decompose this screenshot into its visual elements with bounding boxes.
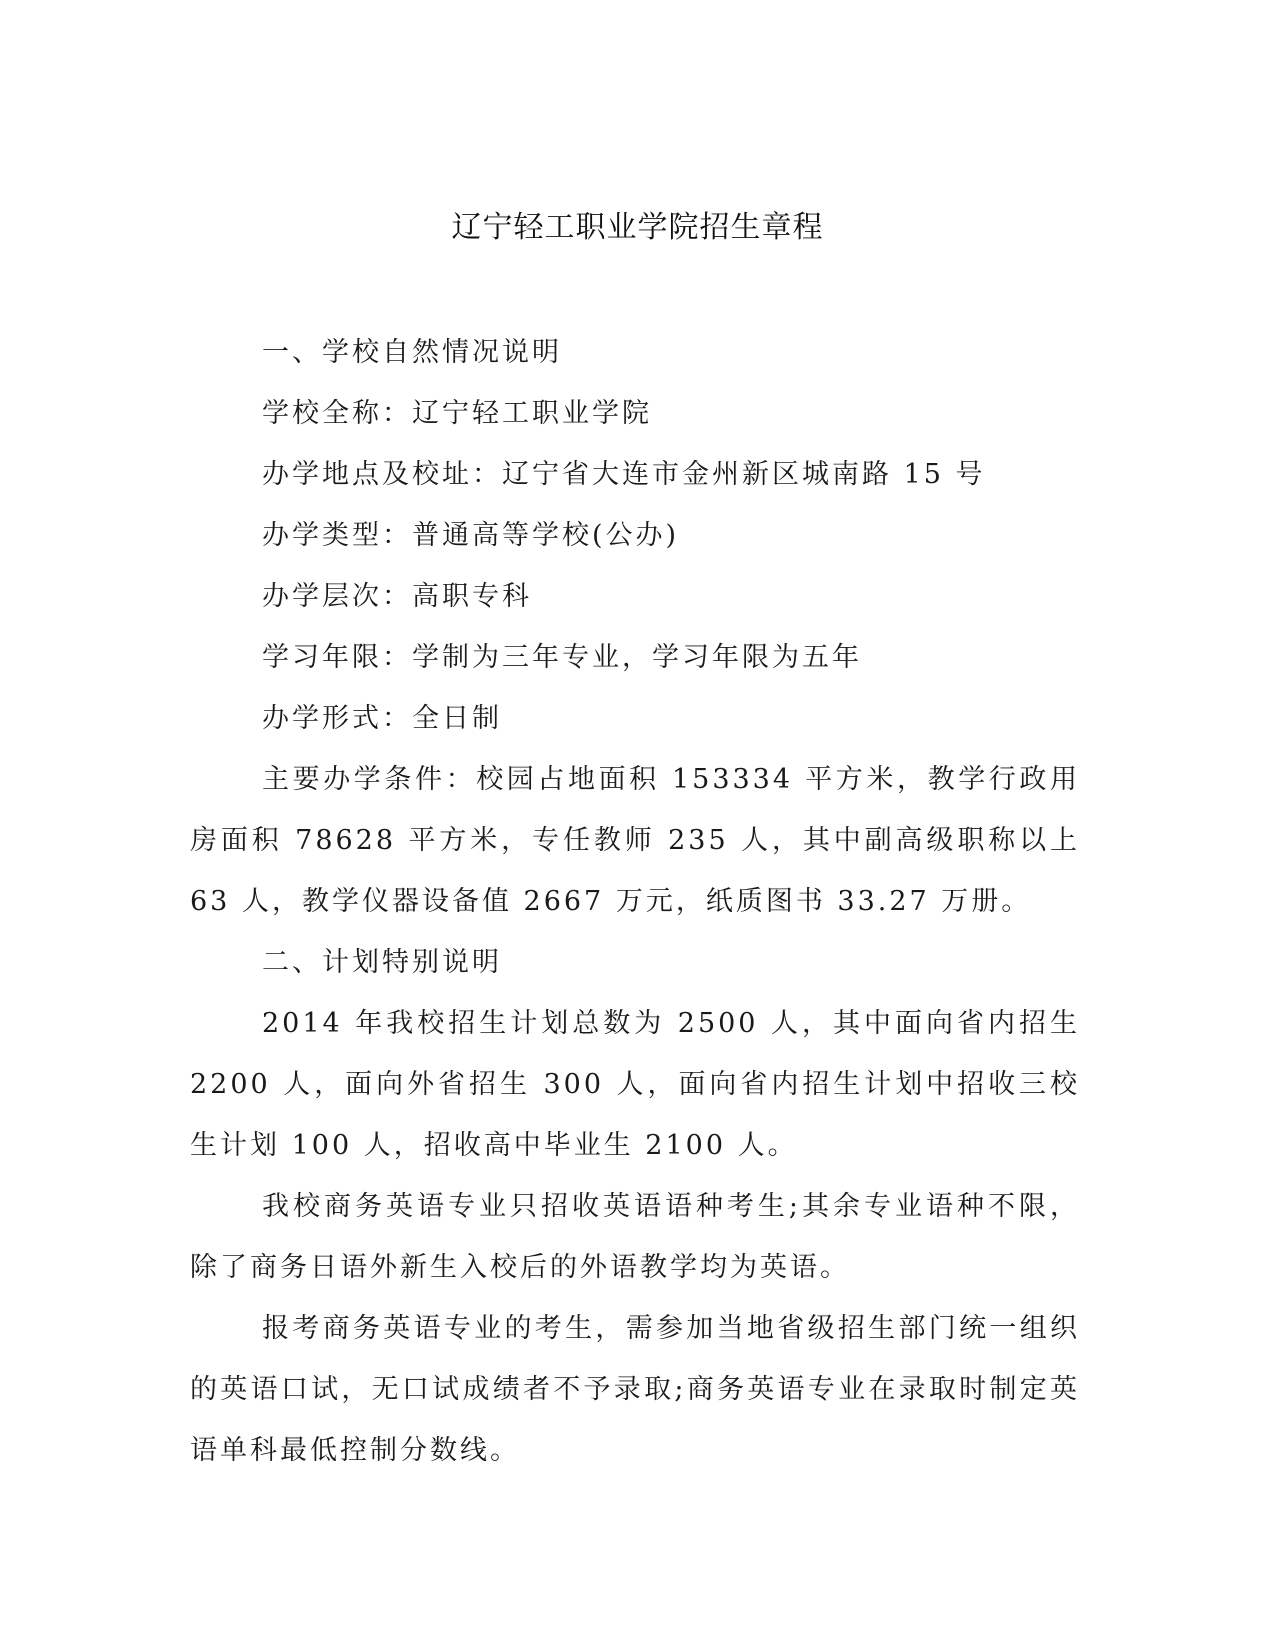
school-type: 办学类型：普通高等学校(公办) (262, 520, 680, 551)
school-full-name: 学校全称：辽宁轻工职业学院 (262, 398, 652, 429)
school-address: 办学地点及校址：辽宁省大连市金州新区城南路 15 号 (262, 459, 986, 490)
study-duration: 学习年限：学制为三年专业，学习年限为五年 (262, 642, 862, 673)
study-form: 办学形式：全日制 (262, 703, 502, 734)
document-title: 辽宁轻工职业学院招生章程 (451, 210, 824, 245)
section-heading-plan-notes: 二、计划特别说明 (262, 947, 502, 978)
school-level: 办学层次：高职专科 (262, 581, 532, 612)
enrollment-plan: 2014 年我校招生计划总数为 2500 人，其中面向省内招生 2200 人，面向外省招生 300 人，面向省内招生计划中招收三校生计划 100 人，招收高中毕业生 2100 人。 (190, 1008, 1080, 1161)
section-heading-school-info: 一、学校自然情况说明 (262, 337, 562, 368)
school-conditions: 主要办学条件：校园占地面积 153334 平方米，教学行政用房面积 78628 平方米，专任教师 235 人，其中副高级职称以上 63 人，教学仪器设备值 2667 万元，纸质图书 33.27 万册。 (190, 764, 1080, 917)
document-body (190, 322, 1080, 1481)
oral-exam-requirement: 报考商务英语专业的考生，需参加当地省级招生部门统一组织的英语口试，无口试成绩者不予录取;商务英语专业在录取时制定英语单科最低控制分数线。 (190, 1313, 1080, 1466)
language-requirement: 我校商务英语专业只招收英语语种考生;其余专业语种不限，除了商务日语外新生入校后的外语教学均为英语。 (190, 1191, 1080, 1283)
